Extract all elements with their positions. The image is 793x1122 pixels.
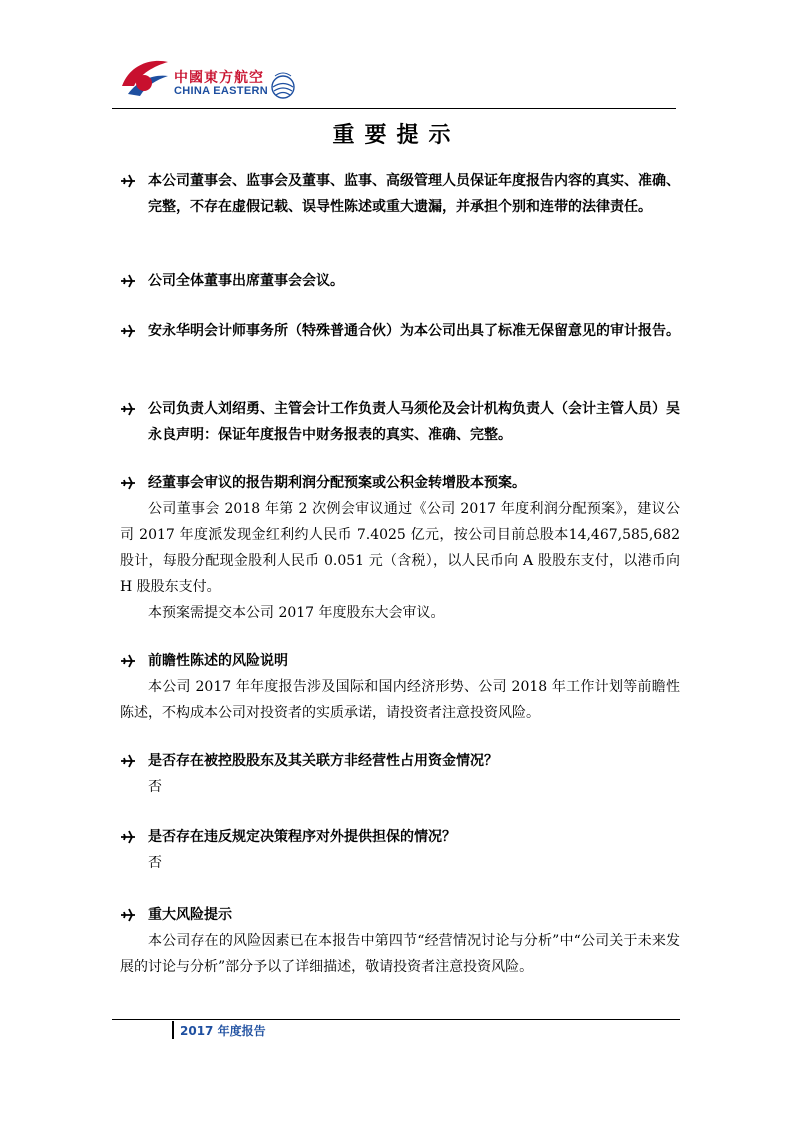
airplane-bullet-icon <box>120 829 136 845</box>
notice-heading: 是否存在被控股股东及其关联方非经营性占用资金情况？ <box>148 753 498 769</box>
notice-paragraph: 本公司 2017 年年度报告涉及国际和国内经济形势、公司 2018 年工作计划等前瞻性陈述，不构成本公司对投资者的实质承诺，请投资者注意投资风险。 <box>120 679 680 721</box>
notice-item-fund-occupation <box>120 748 680 800</box>
notice-heading: 经董事会审议的报告期利润分配预案或公积金转增股本预案。 <box>148 475 526 491</box>
notice-item <box>120 268 680 294</box>
airplane-bullet-icon <box>120 475 136 491</box>
page-title: 重要提示 <box>332 123 461 148</box>
airplane-bullet-icon <box>120 907 136 923</box>
notice-paragraph: 公司董事会 2018 年第 2 次例会审议通过《公司 2017 年度利润分配预案》，建议公司 2017 年度派发现金红利约人民币 7.4025 亿元，按公司目前总股本14,467,585,682 股计，每股分配现金股利人民币 0.051 元（含税），以人民币向 A 股股东支付，以港币向 H 股股东支付。 <box>120 501 680 595</box>
airplane-bullet-icon <box>120 323 136 339</box>
notice-item <box>120 396 680 448</box>
airplane-bullet-icon <box>120 653 136 669</box>
notice-heading: 公司全体董事出席董事会会议。 <box>148 273 344 289</box>
airplane-bullet-icon <box>120 273 136 289</box>
notice-heading: 前瞻性陈述的风险说明 <box>148 653 288 669</box>
notice-answer: 否 <box>148 855 162 871</box>
airplane-bullet-icon <box>120 173 136 189</box>
china-eastern-swallow-logo <box>118 56 170 102</box>
notice-item-guarantee <box>120 824 680 876</box>
notice-paragraph: 本公司存在的风险因素已在本报告中第四节“经营情况讨论与分析”中“公司关于未来发展的讨论与分析”部分予以了详细描述，敬请投资者注意投资风险。 <box>120 933 680 975</box>
logo-chinese-text: 中國東方航空 <box>174 70 264 86</box>
logo-english-text: CHINA EASTERN <box>174 85 268 97</box>
skyteam-globe-icon <box>266 68 300 102</box>
footer-marker <box>172 1021 174 1039</box>
notice-heading: 重大风险提示 <box>148 907 232 923</box>
notice-item-profit-distribution <box>120 470 680 626</box>
airplane-bullet-icon <box>120 401 136 417</box>
notice-item <box>120 318 680 344</box>
footer-divider <box>112 1019 680 1020</box>
notice-item <box>120 168 680 220</box>
header-divider <box>112 108 676 109</box>
notice-heading: 是否存在违反规定决策程序对外提供担保的情况？ <box>148 829 456 845</box>
airplane-bullet-icon <box>120 753 136 769</box>
notice-heading: 本公司董事会、监事会及董事、监事、高级管理人员保证年度报告内容的真实、准确、完整，不存在虚假记载、误导性陈述或重大遗漏，并承担个别和连带的法律责任。 <box>148 173 680 215</box>
notice-paragraph: 本预案需提交本公司 2017 年度股东大会审议。 <box>148 605 445 621</box>
notice-item-major-risk <box>120 902 680 980</box>
notice-heading: 安永华明会计师事务所（特殊普通合伙）为本公司出具了标准无保留意见的审计报告。 <box>148 323 680 339</box>
notice-item-forward-looking <box>120 648 680 726</box>
header <box>118 56 678 108</box>
notice-heading: 公司负责人刘绍勇、主管会计工作负责人马须伦及会计机构负责人（会计主管人员）吴永良声明：保证年度报告中财务报表的真实、准确、完整。 <box>148 401 680 443</box>
notice-answer: 否 <box>148 779 162 795</box>
footer-report-label: 2017 年度报告 <box>180 1024 266 1038</box>
